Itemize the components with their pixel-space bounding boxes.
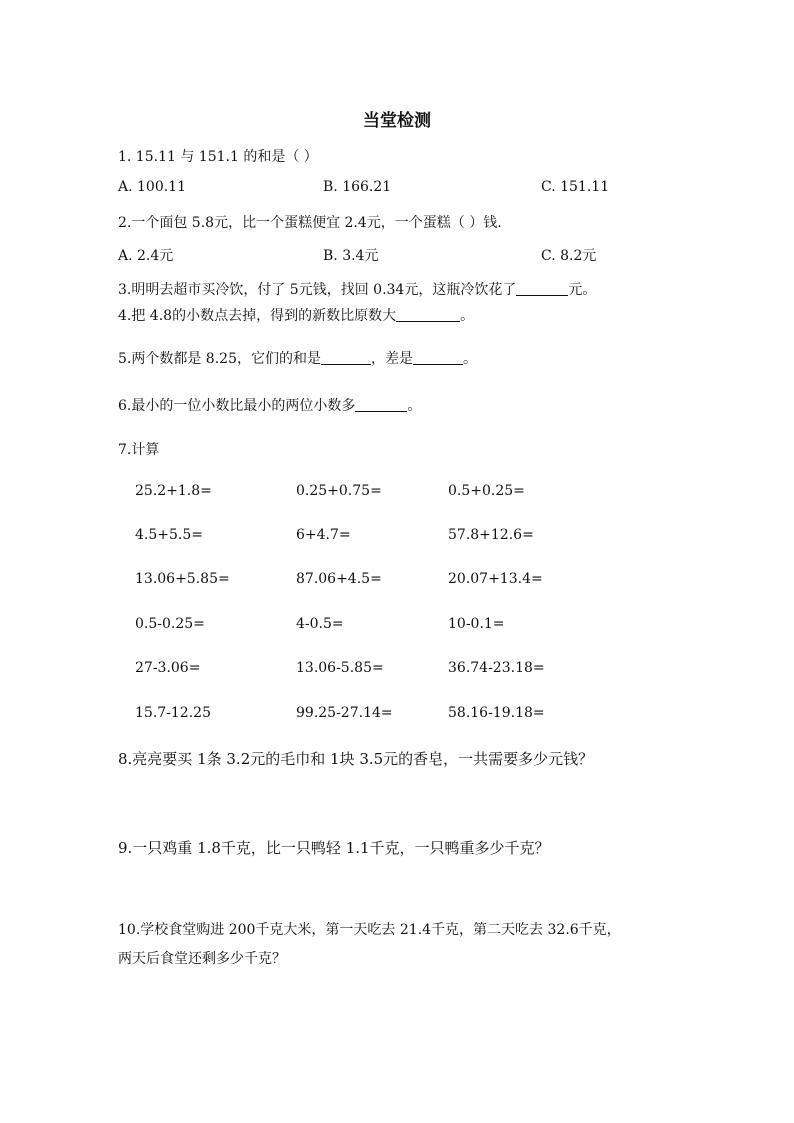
question-2-option-a: A. 2.4元 [118, 248, 174, 264]
calc-item: 13.06-5.85= [296, 660, 384, 676]
answer-blank-sum[interactable] [321, 350, 371, 365]
question-5 [118, 348, 477, 368]
calc-item: 13.06+5.85= [135, 571, 230, 587]
answer-blank[interactable] [516, 281, 568, 296]
question-1-option-a: A. 100.11 [118, 179, 186, 195]
question-6 [118, 395, 421, 415]
question-4-text: 4.把 4.8的小数点去掉，得到的新数比原数大 [118, 308, 397, 324]
calc-item: 6+4.7= [296, 527, 351, 543]
question-2-option-b: B. 3.4元 [323, 248, 379, 264]
calc-item: 0.5+0.25= [448, 483, 525, 499]
question-10-line-1: 10.学校食堂购进 200千克大米，第一天吃去 21.4千克，第二天吃去 32.6千克， [118, 922, 621, 938]
calc-item: 0.5-0.25= [135, 616, 205, 632]
question-6-suffix: 。 [407, 398, 422, 414]
answer-blank[interactable] [396, 307, 460, 322]
question-1-option-b: B. 166.21 [323, 179, 392, 195]
calc-item: 87.06+4.5= [296, 571, 382, 587]
question-5-suffix: 。 [462, 351, 477, 367]
question-4 [118, 305, 474, 325]
calc-item: 25.2+1.8= [135, 483, 212, 499]
calc-item: 58.16-19.18= [448, 705, 545, 721]
calc-item: 4.5+5.5= [135, 527, 203, 543]
question-3-suffix: 元。 [568, 282, 597, 298]
question-10-line-2: 两天后食堂还剩多少千克？ [118, 951, 286, 967]
question-7-label: 7.计算 [118, 442, 160, 458]
calc-item: 20.07+13.4= [448, 571, 543, 587]
question-3-text: 3.明明去超市买冷饮，付了 5元钱，找回 0.34元，这瓶冷饮花了 [118, 282, 517, 298]
calc-item: 99.25-27.14= [296, 705, 393, 721]
question-2-stem: 2.一个面包 5.8元，比一个蛋糕便宜 2.4元，一个蛋糕（ ）钱. [118, 215, 502, 231]
calc-item: 15.7-12.25 [135, 705, 211, 721]
calc-item: 57.8+12.6= [448, 527, 534, 543]
answer-blank[interactable] [355, 397, 407, 412]
question-3 [118, 279, 596, 299]
question-4-suffix: 。 [460, 308, 475, 324]
page-title: 当堂检测 [363, 111, 431, 131]
calc-item: 27-3.06= [135, 660, 201, 676]
question-6-text: 6.最小的一位小数比最小的两位小数多 [118, 398, 356, 414]
calc-item: 4-0.5= [296, 616, 344, 632]
answer-blank-difference[interactable] [413, 350, 463, 365]
calc-item: 0.25+0.75= [296, 483, 382, 499]
question-2-option-c: C. 8.2元 [541, 248, 597, 264]
question-1-option-c: C. 151.11 [541, 179, 610, 195]
calc-item: 36.74-23.18= [448, 660, 545, 676]
question-5-text: 5.两个数都是 8.25，它们的和是 [118, 351, 321, 367]
question-5-middle: ，差是 [370, 351, 413, 367]
question-8: 8.亮亮要买 1条 3.2元的毛巾和 1块 3.5元的香皂，一共需要多少元钱？ [118, 750, 594, 768]
calc-item: 10-0.1= [448, 616, 505, 632]
question-1-stem: 1. 15.11 与 151.1 的和是（ ） [118, 149, 318, 165]
question-9: 9.一只鸡重 1.8千克，比一只鸭轻 1.1千克，一只鸭重多少千克？ [118, 839, 550, 857]
